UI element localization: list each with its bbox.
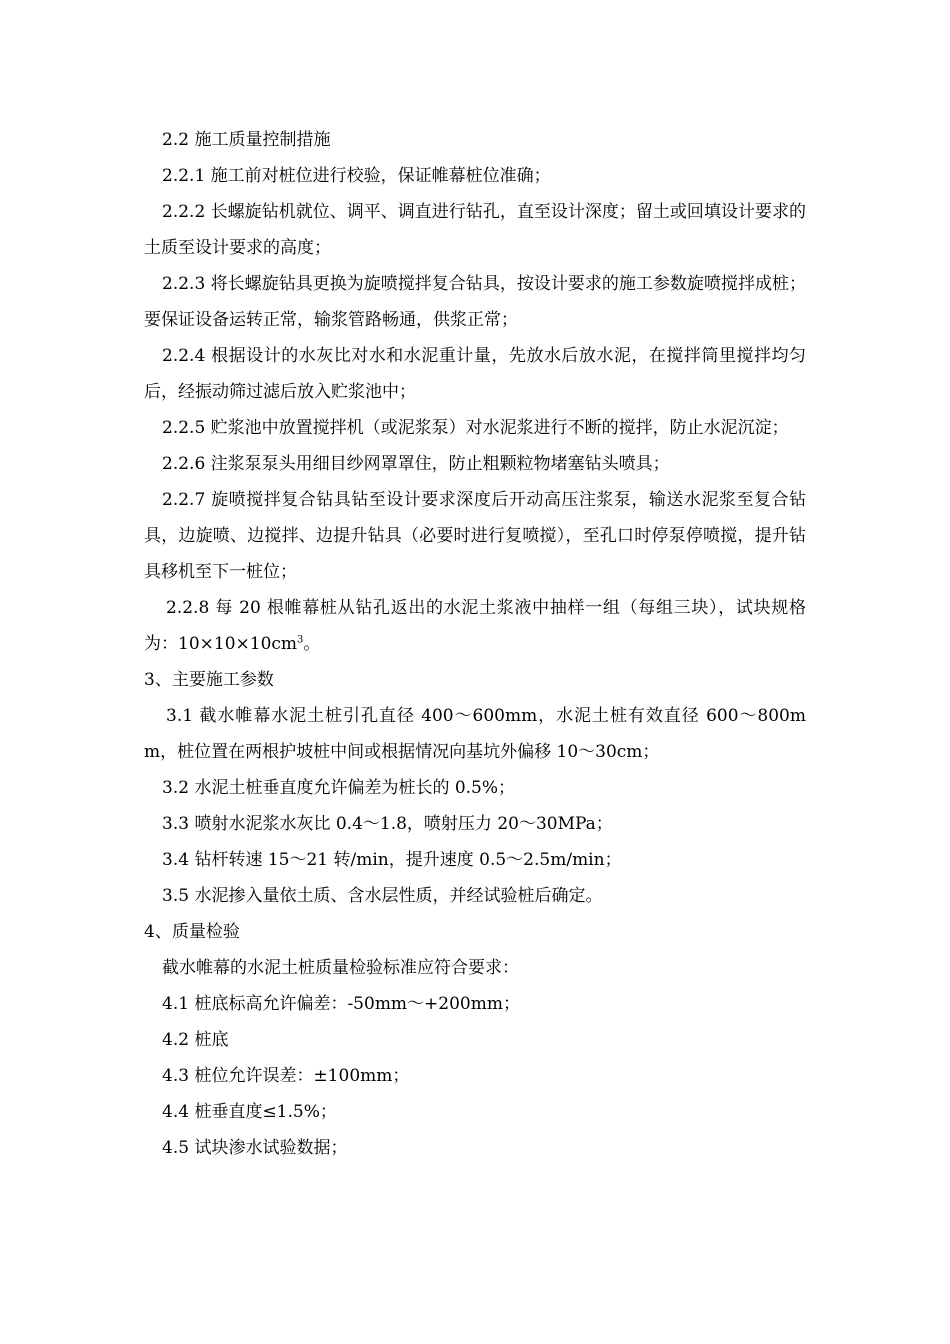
paragraph-4-1: 4.1 桩底标高允许偏差：-50mm～+200mm； (162, 994, 520, 1014)
paragraph-2-2-6: 2.2.6 注浆泵泵头用细目纱网罩罩住，防止粗颗粒物堵塞钻头喷具； (162, 454, 670, 474)
paragraph-2-2-4: 2.2.4 根据设计的水灰比对水和水泥重计量，先放水后放水泥，在搅拌筒里搅拌均匀后，经振动筛过滤后放入贮浆池中； (144, 346, 806, 402)
paragraph-4-intro: 截水帷幕的水泥土桩质量检验标准应符合要求： (162, 958, 519, 978)
paragraph-4-3: 4.3 桩位允许误差：±100mm； (162, 1066, 410, 1086)
paragraph-3-3: 3.3 喷射水泥浆水灰比 0.4～1.8，喷射压力 20～30MPa； (162, 814, 613, 834)
paragraph-2-2-3: 2.2.3 将长螺旋钻具更换为旋喷搅拌复合钻具，按设计要求的施工参数旋喷搅拌成桩；要保证设备运转正常，输浆管路畅通，供浆正常； (144, 274, 806, 330)
superscript-three: 3 (297, 634, 304, 646)
paragraph-2-2-8-text: 2.2.8 每 20 根帷幕桩从钻孔返出的水泥土浆液中抽样一组（每组三块），试块规格为：10×10×10cm (144, 598, 806, 654)
paragraph-3-1: 3.1 截水帷幕水泥土桩引孔直径 400～600mm，水泥土桩有效直径 600～800mm，桩位置在两根护坡桩中间或根据情况向基坑外偏移 10～30cm； (144, 706, 806, 762)
paragraph-3-4: 3.4 钻杆转速 15～21 转/min，提升速度 0.5～2.5m/min； (162, 850, 622, 870)
paragraph-2-2-5: 2.2.5 贮浆池中放置搅拌机（或泥浆泵）对水泥浆进行不断的搅拌，防止水泥沉淀； (162, 418, 789, 438)
document-page (144, 122, 806, 1166)
paragraph-4-4: 4.4 桩垂直度≤1.5%； (162, 1102, 337, 1122)
section-heading-4: 4、质量检验 (144, 922, 240, 942)
paragraph-2-2-7: 2.2.7 旋喷搅拌复合钻具钻至设计要求深度后开动高压注浆泵，输送水泥浆至复合钻具，边旋喷、边搅拌、边提升钻具（必要时进行复喷搅），至孔口时停泵停喷搅，提升钻具移机至下一桩位； (144, 490, 806, 582)
paragraph-2-2-8 (144, 590, 806, 662)
paragraph-3-2: 3.2 水泥土桩垂直度允许偏差为桩长的 0.5%； (162, 778, 516, 798)
paragraph-4-5: 4.5 试块渗水试验数据； (162, 1138, 348, 1158)
paragraph-4-2: 4.2 桩底 (162, 1030, 229, 1050)
paragraph-2-2-8-period: 。 (303, 634, 321, 654)
paragraph-3-5: 3.5 水泥掺入量依土质、含水层性质，并经试验桩后确定。 (162, 886, 603, 906)
paragraph-2-2-2: 2.2.2 长螺旋钻机就位、调平、调直进行钻孔，直至设计深度；留土或回填设计要求的土质至设计要求的高度； (144, 202, 806, 258)
section-heading-2-2: 2.2 施工质量控制措施 (162, 130, 331, 150)
paragraph-2-2-1: 2.2.1 施工前对桩位进行校验，保证帷幕桩位准确； (162, 166, 551, 186)
section-heading-3: 3、主要施工参数 (144, 670, 274, 690)
